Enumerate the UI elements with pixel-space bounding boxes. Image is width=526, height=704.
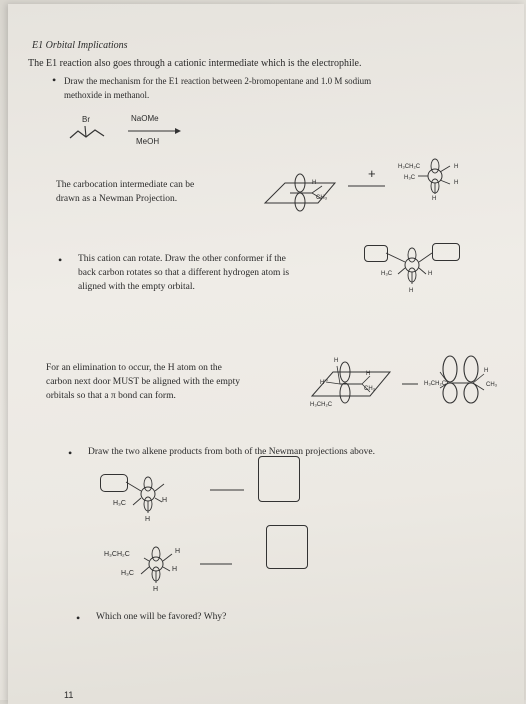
bullet1-line2: methoxide in methanol. xyxy=(64,90,150,100)
elim-ch3-label: CH₃ xyxy=(364,386,376,392)
product1-methyl-label: H₃C xyxy=(113,500,126,507)
elim-h-top: H xyxy=(334,358,339,364)
elim-hprime-label: H''' xyxy=(320,380,328,386)
elim-h-right: H xyxy=(366,371,371,377)
newman1-h-top: H xyxy=(454,164,459,170)
newman1-ethyl-label: H₃CH₂C xyxy=(398,164,421,170)
page-number: 11 xyxy=(64,690,74,700)
newman1-h-bottom: H xyxy=(432,196,437,202)
bromo-label: Br xyxy=(82,115,90,124)
product2-methyl-label: H₃C xyxy=(121,570,134,577)
reagent-bottom: MeOH xyxy=(136,137,160,146)
carbocation-ch3-label: CH₃ xyxy=(316,195,328,201)
elim-ethyl-label: H₃CH₂C xyxy=(310,402,333,408)
product2-ethyl-label: H₃CH₂C xyxy=(104,551,130,558)
product2-h-top: H xyxy=(175,548,181,555)
alkene-h-label: H xyxy=(484,368,489,374)
bullet1-line1: Draw the mechanism for the E1 reaction between 2-bromopentane and 1.0 M sodium xyxy=(64,76,372,86)
bullet4-text: Which one will be favored? Why? xyxy=(96,612,227,622)
bullet2-line1: This cation can rotate. Draw the other conformer if the xyxy=(78,254,286,264)
newman1-methyl-label: H₃C xyxy=(404,175,416,181)
bullet-dot: • xyxy=(68,446,73,460)
conformer-methyl-label: H₃C xyxy=(381,271,393,277)
bullet-dot: • xyxy=(58,253,63,267)
bullet2-line2: back carbon rotates so that a different hydrogen atom is xyxy=(78,268,290,278)
elimination-line3: orbitals so that a π bond can form. xyxy=(46,391,176,401)
bullet3-text: Draw the two alkene products from both of the Newman projections above. xyxy=(88,447,376,457)
carbocation-h-label: H xyxy=(312,180,317,186)
plus-sign: + xyxy=(368,166,376,181)
conformer-h-bottom: H xyxy=(409,288,414,294)
product2-h-bottom: H xyxy=(153,586,159,593)
elimination-line1: For an elimination to occur, the H atom on the xyxy=(46,363,222,373)
reagent-top: NaOMe xyxy=(131,114,159,123)
alkene-ethyl-label: H₃CH₂C xyxy=(424,381,447,387)
newman-intro-line2: drawn as a Newman Projection. xyxy=(56,194,178,204)
product1-h-bottom: H xyxy=(145,516,151,523)
elimination-line2: carbon next door MUST be aligned with the empty xyxy=(46,377,241,387)
conformer-h-right: H xyxy=(428,271,433,277)
product2-h-right: H xyxy=(172,566,178,573)
newman-intro-line1: The carbocation intermediate can be xyxy=(56,180,195,190)
newman1-h-right: H xyxy=(454,180,459,186)
section-title: E1 Orbital Implications xyxy=(32,40,128,51)
bullet2-line3: aligned with the empty orbital. xyxy=(78,282,195,292)
intro-text: The E1 reaction also goes through a cationic intermediate which is the electrophile. xyxy=(28,58,362,69)
bullet-dot: • xyxy=(76,611,81,625)
product1-h-right: H xyxy=(162,497,168,504)
alkene-ch3-label: CH₃ xyxy=(486,382,498,388)
bullet-dot: • xyxy=(52,73,57,87)
